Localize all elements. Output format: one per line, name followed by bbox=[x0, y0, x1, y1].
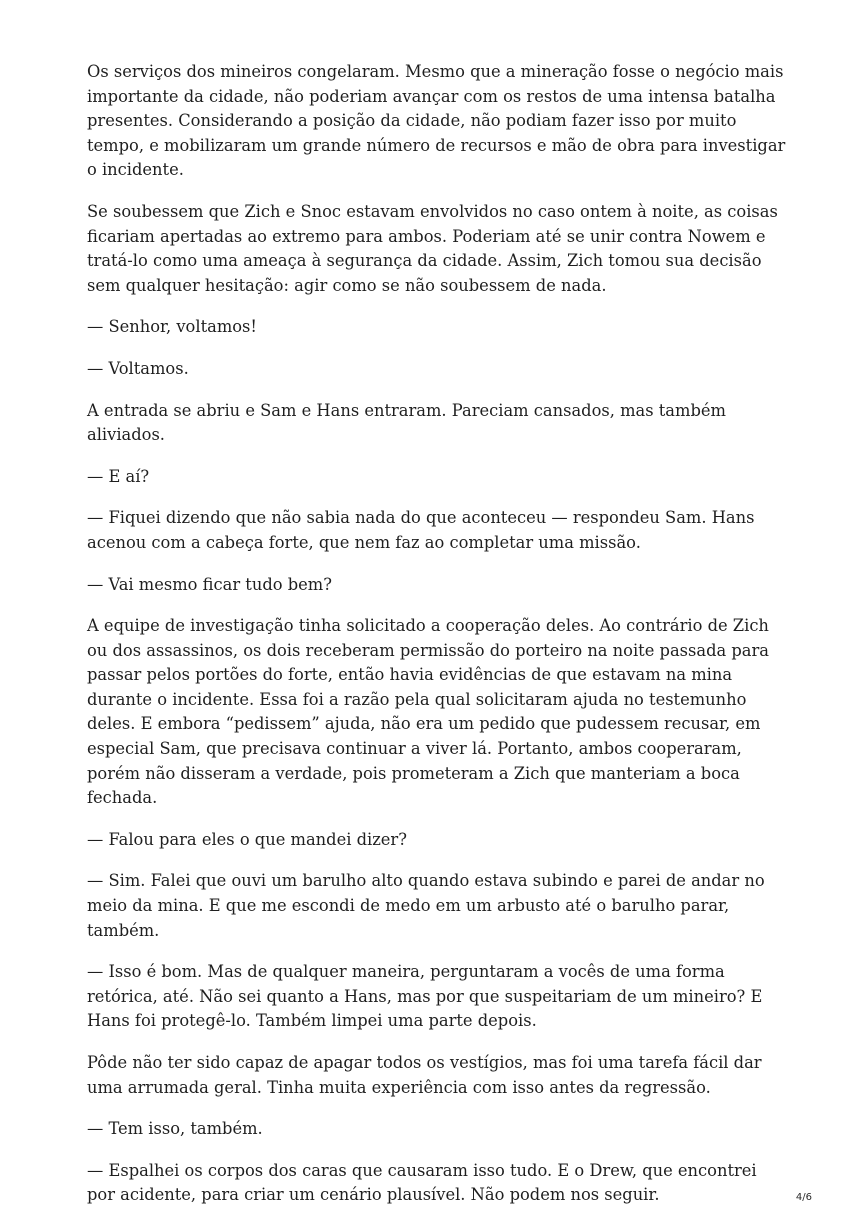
page-number: 4/6 bbox=[795, 1192, 812, 1203]
dialogue-line: — Senhor, voltamos! bbox=[87, 317, 257, 337]
dialogue-line: — Tem isso, também. bbox=[87, 1119, 263, 1139]
dialogue-line: — E aí? bbox=[87, 466, 150, 486]
dialogue-line: — Fiquei dizendo que não sabia nada do que aconteceu — respondeu Sam. Hans acenou com a cabeça forte, que nem faz ao completar uma missão. bbox=[87, 508, 755, 552]
dialogue-line: — Espalhei os corpos dos caras que causaram isso tudo. E o Drew, que encontrei por acidente, para criar um cenário plausível. Não podem nos seguir. bbox=[87, 1160, 757, 1205]
dialogue-line: — Sim. Falei que ouvi um barulho alto quando estava subindo e parei de andar no meio da mina. E que me escondi de medo em um arbusto até o barulho parar, também. bbox=[87, 871, 765, 940]
document-page bbox=[87, 60, 787, 1225]
dialogue-line: — Vai mesmo ficar tudo bem? bbox=[87, 574, 332, 594]
paragraph: A equipe de investigação tinha solicitado a cooperação deles. Ao contrário de Zich ou dos assassinos, os dois receberam permissão do porteiro na noite passada para passar pelos portões do forte, então havia evidências de que estavam na mina durante o incidente. Essa foi a razão pela qual solicitaram ajuda no testemunho deles. E embora “pedissem” ajuda, não era um pedido que pudessem recusar, em especial Sam, que precisava continuar a viver lá. Portanto, ambos cooperaram, porém não disseram a verdade, pois prometeram a Zich que manteriam a boca fechada. bbox=[87, 616, 769, 808]
dialogue-line: — Voltamos. bbox=[87, 358, 189, 378]
paragraph: Se soubessem que Zich e Snoc estavam envolvidos no caso ontem à noite, as coisas ficariam apertadas ao extremo para ambos. Poderiam até se unir contra Nowem e tratá-lo como uma ameaça à segurança da cidade. Assim, Zich tomou sua decisão sem qualquer hesitação: agir como se não soubessem de nada. bbox=[87, 201, 778, 295]
paragraph: Os serviços dos mineiros congelaram. Mesmo que a mineração fosse o negócio mais importante da cidade, não poderiam avançar com os restos de uma intensa batalha presentes. Considerando a posição da cidade, não podiam fazer isso por muito tempo, e mobilizaram um grande número de recursos e mão de obra para investigar o incidente. bbox=[87, 62, 786, 180]
dialogue-line: — Isso é bom. Mas de qualquer maneira, perguntaram a vocês de uma forma retórica, até. Não sei quanto a Hans, mas por que suspeitariam de um mineiro? E Hans foi protegê-lo. Também limpei uma parte depois. bbox=[87, 962, 763, 1031]
paragraph: A entrada se abriu e Sam e Hans entraram. Pareciam cansados, mas também aliviados. bbox=[87, 400, 726, 445]
dialogue-line: — Falou para eles o que mandei dizer? bbox=[87, 829, 407, 849]
paragraph: Pôde não ter sido capaz de apagar todos os vestígios, mas foi uma tarefa fácil dar uma arrumada geral. Tinha muita experiência com isso antes da regressão. bbox=[87, 1053, 762, 1097]
